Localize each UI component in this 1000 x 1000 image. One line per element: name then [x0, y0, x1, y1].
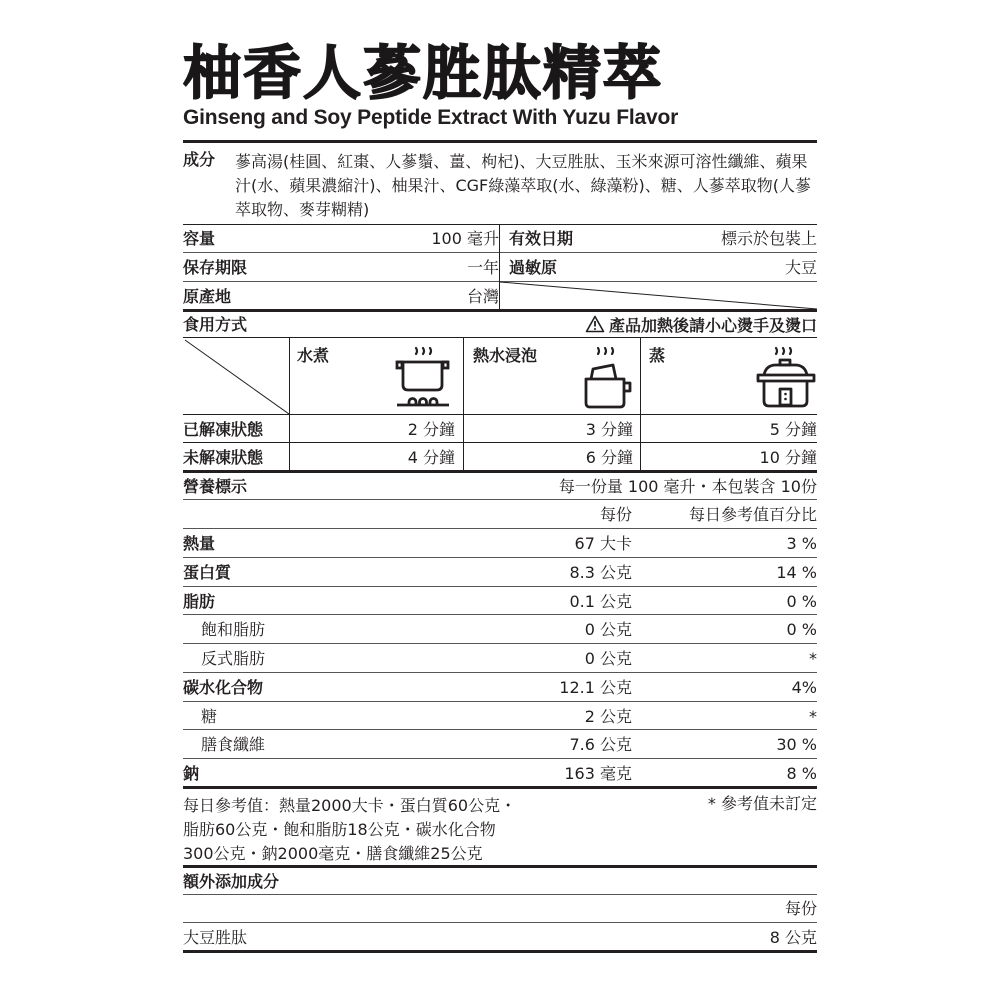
nutrient-name: 飽和脂肪	[201, 620, 266, 639]
nutrient-per-serving: 8.3 公克	[569, 563, 632, 582]
divider	[183, 414, 817, 415]
nutrient-daily-pct: 8 %	[786, 764, 817, 783]
nutrient-per-serving: 2 公克	[584, 707, 632, 726]
nutrient-daily-pct: 0 %	[786, 620, 817, 639]
expiry-label: 有效日期	[509, 229, 574, 248]
daily-reference-line: 300公克・鈉2000毫克・膳食纖維25公克	[183, 844, 483, 863]
shelf-life-label: 保存期限	[183, 258, 248, 277]
nutrient-daily-pct: 30 %	[776, 735, 817, 754]
nutrient-daily-pct: *	[809, 649, 817, 668]
capacity-label: 容量	[183, 229, 216, 248]
method-boil-label: 水煮	[297, 346, 330, 365]
method-soak-label: 熱水浸泡	[473, 346, 538, 365]
divider	[183, 470, 817, 473]
column-divider	[463, 338, 464, 470]
nutrient-name: 鈉	[183, 764, 200, 783]
allergen-label: 過敏原	[509, 258, 558, 277]
nutrient-daily-pct: 3 %	[786, 534, 817, 553]
nutrient-name: 熱量	[183, 534, 216, 553]
extra-ingredients-label: 額外添加成分	[183, 872, 280, 891]
nutrient-per-serving: 7.6 公克	[569, 735, 632, 754]
extra-row-name: 大豆胜肽	[183, 928, 248, 947]
nutrient-name: 脂肪	[183, 592, 216, 611]
daily-reference-line: 脂肪60公克・飽和脂肪18公克・碳水化合物	[183, 820, 496, 839]
divider	[183, 922, 817, 923]
thawed-label: 已解凍狀態	[183, 420, 264, 439]
nutrient-daily-pct: 0 %	[786, 592, 817, 611]
nutrient-name: 膳食纖維	[201, 735, 266, 754]
product-subtitle: Ginseng and Soy Peptide Extract With Yuzu Flavor	[183, 106, 679, 129]
warning-triangle-icon	[585, 315, 605, 333]
nutrient-daily-pct: 14 %	[776, 563, 817, 582]
expiry-value: 標示於包裝上	[720, 229, 817, 248]
col-per-serving: 每份	[599, 505, 632, 524]
nutrient-daily-pct: 4%	[791, 678, 817, 697]
thawed-boil-time: 2 分鐘	[407, 420, 455, 439]
divider	[183, 786, 817, 789]
col-daily-pct: 每日參考值百分比	[688, 505, 817, 524]
daily-reference-line: 每日參考值：熱量2000大卡・蛋白質60公克・	[183, 796, 517, 815]
shelf-life-value: 一年	[466, 258, 499, 277]
boiling-pot-icon	[393, 345, 459, 409]
divider	[183, 614, 817, 615]
frozen-soak-time: 6 分鐘	[585, 448, 633, 467]
divider	[183, 643, 817, 644]
column-divider	[289, 338, 290, 470]
empty-corner-diagonal	[183, 338, 289, 414]
asterisk-note: * 參考值未訂定	[707, 794, 817, 813]
nutrient-per-serving: 67 大卡	[574, 534, 632, 553]
product-title: 柚香人蔘胜肽精萃	[183, 39, 664, 107]
hot-water-soak-icon	[583, 345, 639, 409]
divider	[183, 894, 817, 895]
extra-row-value: 8 公克	[769, 928, 817, 947]
divider	[183, 309, 817, 312]
heat-warning-text: 產品加熱後請小心燙手及燙口	[608, 316, 817, 335]
divider	[183, 140, 817, 143]
empty-cell-diagonal	[500, 281, 817, 310]
method-steam-label: 蒸	[649, 346, 666, 365]
nutrient-per-serving: 0.1 公克	[569, 592, 632, 611]
divider	[183, 528, 817, 529]
divider	[183, 586, 817, 587]
divider	[183, 865, 817, 868]
nutrient-name: 糖	[201, 707, 218, 726]
nutrient-daily-pct: *	[809, 707, 817, 726]
divider	[183, 758, 817, 759]
nutrition-label: 營養標示	[183, 477, 248, 496]
ingredients-text: 蔘高湯(桂圓、紅棗、人蔘鬚、薑、枸杞)、大豆胜肽、玉米來源可溶性纖維、蘋果汁(水、蘋果濃縮汁)、柚果汁、CGF綠藻萃取(水、綠藻粉)、糖、人蔘萃取物(人蔘萃取物、麥芽糊精)	[235, 152, 811, 219]
ingredients-label: 成分	[183, 150, 216, 169]
nutrient-name: 碳水化合物	[183, 678, 264, 697]
serving-info: 每一份量 100 毫升・本包裝含 10份	[558, 477, 817, 496]
nutrient-per-serving: 12.1 公克	[559, 678, 632, 697]
frozen-boil-time: 4 分鐘	[407, 448, 455, 467]
rice-steamer-icon	[755, 345, 817, 409]
origin-value: 台灣	[466, 287, 499, 306]
heat-warning	[585, 315, 817, 336]
nutrient-name: 蛋白質	[183, 563, 232, 582]
divider	[183, 499, 817, 500]
daily-reference-note	[183, 794, 516, 866]
nutrient-per-serving: 163 毫克	[564, 764, 632, 783]
allergen-value: 大豆	[784, 258, 817, 277]
nutrient-per-serving: 0 公克	[584, 649, 632, 668]
nutrient-per-serving: 0 公克	[584, 620, 632, 639]
divider	[183, 442, 817, 443]
nutrient-name: 反式脂肪	[201, 649, 266, 668]
frozen-steam-time: 10 分鐘	[759, 448, 817, 467]
divider	[183, 729, 817, 730]
thawed-soak-time: 3 分鐘	[585, 420, 633, 439]
frozen-label: 未解凍狀態	[183, 448, 264, 467]
capacity-value: 100 毫升	[431, 229, 499, 248]
divider	[183, 557, 817, 558]
extra-col-per-serving: 每份	[784, 899, 817, 918]
divider	[183, 950, 817, 953]
thawed-steam-time: 5 分鐘	[769, 420, 817, 439]
divider	[183, 224, 817, 225]
divider	[183, 672, 817, 673]
divider	[183, 701, 817, 702]
divider	[183, 252, 817, 253]
column-divider	[640, 338, 641, 470]
origin-label: 原產地	[183, 287, 232, 306]
usage-label: 食用方式	[183, 315, 248, 334]
